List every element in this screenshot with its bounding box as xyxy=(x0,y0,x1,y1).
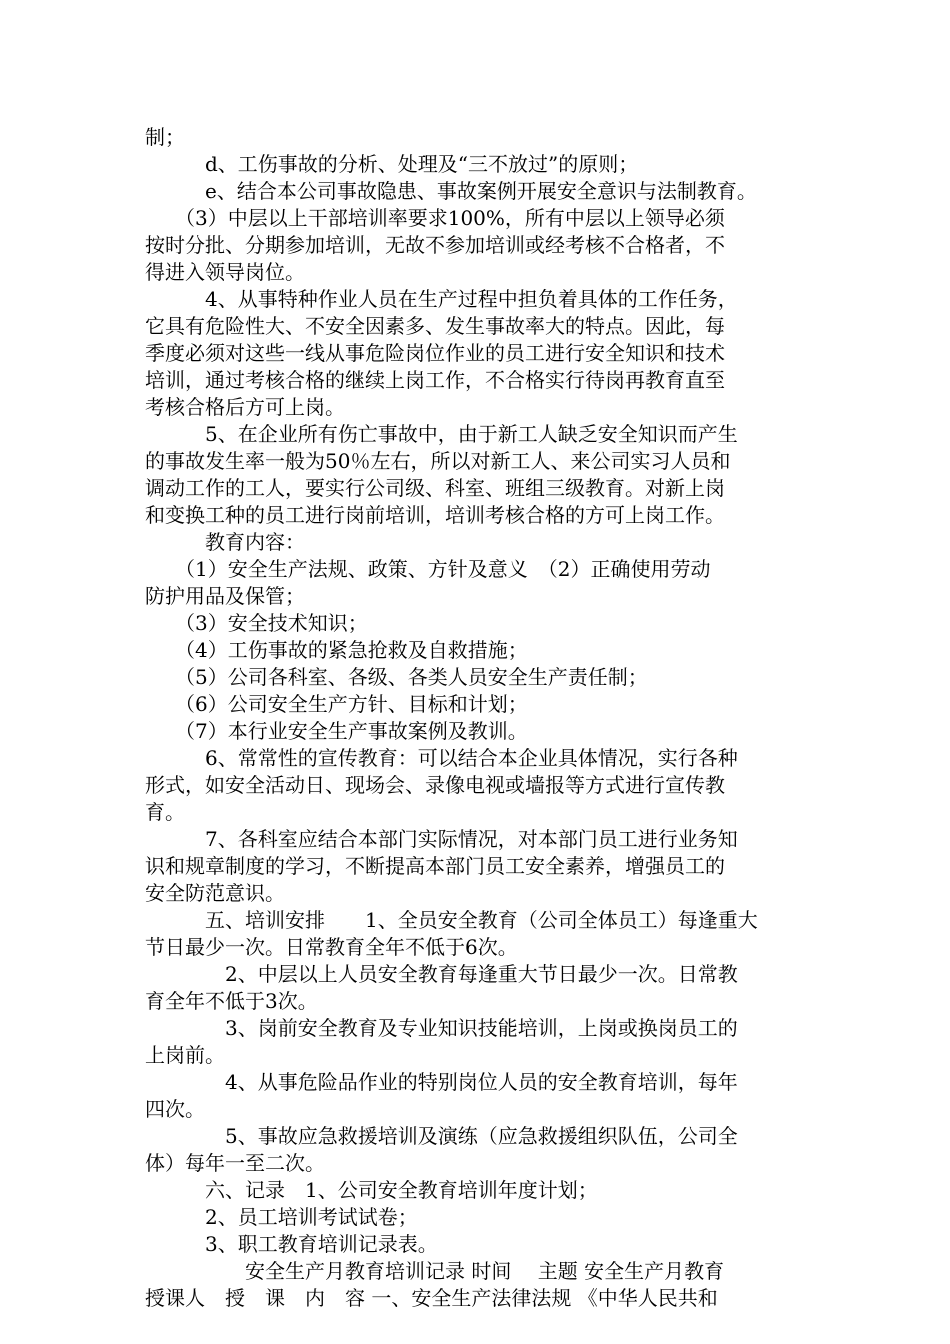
text-line: （1）安全生产法规、政策、方针及意义 （2）正确使用劳动 xyxy=(145,557,711,581)
text-line: 六、记录 1、公司安全教育培训年度计划； xyxy=(145,1178,598,1202)
text-line: 2、员工培训考试试卷； xyxy=(145,1205,418,1229)
text-line: 和变换工种的员工进行岗前培训，培训考核合格的方可上岗工作。 xyxy=(145,503,725,527)
text-line: 的事故发生率一般为50％左右，所以对新工人、来公司实习人员和 xyxy=(145,449,731,473)
text-line: 形式，如安全活动日、现场会、录像电视或墙报等方式进行宣传教 xyxy=(145,773,725,797)
text-line: 节日最少一次。日常教育全年不低于6次。 xyxy=(145,935,518,959)
text-line: 5、事故应急救援培训及演练（应急救援组织队伍，公司全 xyxy=(145,1124,738,1148)
text-line: 4、从事危险品作业的特别岗位人员的安全教育培训，每年 xyxy=(145,1070,738,1094)
text-line: 2、中层以上人员安全教育每逢重大节日最少一次。日常教 xyxy=(145,962,738,986)
text-line: （3）安全技术知识； xyxy=(145,611,368,635)
text-line: 防护用品及保管； xyxy=(145,584,305,608)
text-line: 4、从事特种作业人员在生产过程中担负着具体的工作任务， xyxy=(145,287,738,311)
text-line: 育。 xyxy=(145,800,185,824)
text-line: 调动工作的工人，要实行公司级、科室、班组三级教育。对新上岗 xyxy=(145,476,725,500)
text-line: 教育内容： xyxy=(145,530,305,554)
text-line: 按时分批、分期参加培训，无故不参加培训或经考核不合格者，不 xyxy=(145,233,725,257)
text-line: 上岗前。 xyxy=(145,1043,225,1067)
text-line: （4）工伤事故的紧急抢救及自救措施； xyxy=(145,638,528,662)
text-line: 制； xyxy=(145,125,185,149)
text-line: 安全防范意识。 xyxy=(145,881,285,905)
text-line: 四次。 xyxy=(145,1097,205,1121)
text-line: 授课人 授 课 内 容 一、安全生产法律法规 《中华人民共和 xyxy=(145,1286,718,1310)
text-line: （7）本行业安全生产事故案例及教训。 xyxy=(145,719,528,743)
text-line: （3）中层以上干部培训率要求100%，所有中层以上领导必须 xyxy=(145,206,725,230)
text-line: 3、岗前安全教育及专业知识技能培训，上岗或换岗员工的 xyxy=(145,1016,738,1040)
text-line: （6）公司安全生产方针、目标和计划； xyxy=(145,692,528,716)
text-line: 安全生产月教育培训记录 时间 主题 安全生产月教育 xyxy=(145,1259,725,1283)
text-line: （5）公司各科室、各级、各类人员安全生产责任制； xyxy=(145,665,648,689)
text-line: 7、各科室应结合本部门实际情况，对本部门员工进行业务知 xyxy=(145,827,738,851)
text-line: 识和规章制度的学习，不断提高本部门员工安全素养，增强员工的 xyxy=(145,854,725,878)
document-body xyxy=(145,124,807,1312)
text-line: 6、常常性的宣传教育：可以结合本企业具体情况，实行各种 xyxy=(145,746,738,770)
text-line: 体）每年一至二次。 xyxy=(145,1151,325,1175)
text-line: 育全年不低于3次。 xyxy=(145,989,318,1013)
text-line: 它具有危险性大、不安全因素多、发生事故率大的特点。因此，每 xyxy=(145,314,725,338)
text-line: 5、在企业所有伤亡事故中，由于新工人缺乏安全知识而产生 xyxy=(145,422,738,446)
text-line: d、工伤事故的分析、处理及“三不放过”的原则； xyxy=(145,152,639,176)
text-line: 考核合格后方可上岗。 xyxy=(145,395,345,419)
text-line: 五、培训安排 1、全员安全教育（公司全体员工）每逢重大 xyxy=(145,908,758,932)
text-line: 得进入领导岗位。 xyxy=(145,260,305,284)
text-line: 培训，通过考核合格的继续上岗工作，不合格实行待岗再教育直至 xyxy=(145,368,725,392)
text-line: 季度必须对这些一线从事危险岗位作业的员工进行安全知识和技术 xyxy=(145,341,725,365)
text-line: 3、职工教育培训记录表。 xyxy=(145,1232,438,1256)
text-line: e、结合本公司事故隐患、事故案例开展安全意识与法制教育。 xyxy=(145,179,757,203)
